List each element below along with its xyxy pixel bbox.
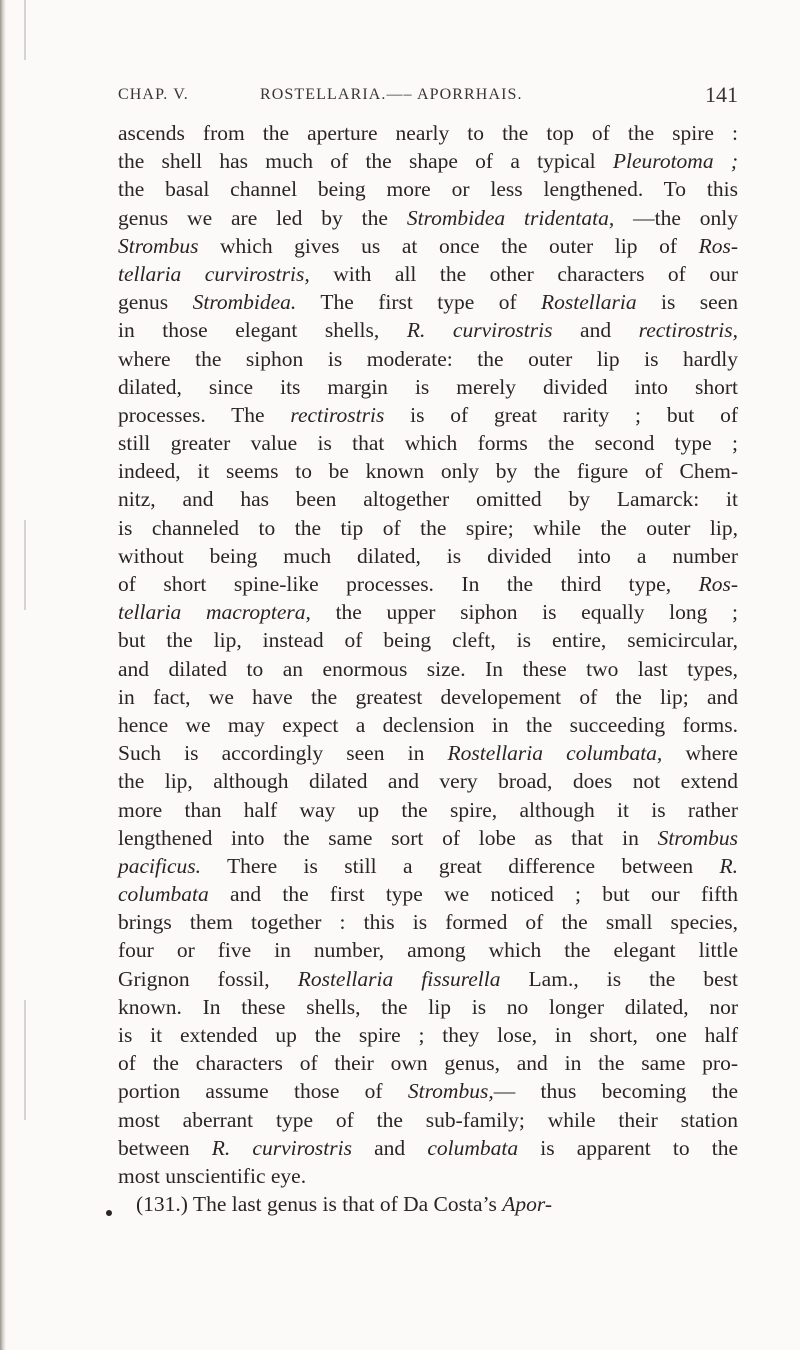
text-run: processes. The	[118, 402, 291, 427]
text-run: There is still a great difference between	[201, 853, 720, 878]
text-run: the shell has much of the shape of a typical	[118, 149, 613, 174]
text-run: The first type of	[296, 290, 542, 315]
text-line	[118, 288, 738, 316]
text-line	[118, 1077, 738, 1105]
text-run: Such is accordingly seen in	[118, 741, 448, 766]
text-run: brings them together : this is formed of the small species,	[118, 910, 738, 935]
italic-run: Rostellaria columbata,	[447, 741, 663, 766]
italic-run: Rostellaria	[541, 290, 637, 315]
italic-run: R.	[719, 853, 738, 878]
text-run: four or five in number, among which the elegant little	[118, 938, 738, 963]
text-run: and dilated to an enormous size. In these two last types,	[118, 656, 738, 681]
italic-run: Strombidea.	[192, 290, 297, 315]
italic-run: columbata	[118, 882, 209, 907]
text-run: which gives us at once the outer lip of	[198, 233, 699, 258]
text-run: Lam., is the best	[500, 966, 739, 991]
text-run: and	[351, 1135, 428, 1160]
text-run: more than half way up the spire, although it is rather	[118, 797, 738, 822]
page-binding-edge	[0, 0, 6, 1350]
text-line	[118, 880, 738, 908]
body-text	[118, 119, 738, 1218]
italic-run: Strombus	[118, 233, 199, 258]
text-line	[118, 373, 738, 401]
chapter-label: CHAP. V.	[118, 86, 189, 103]
text-run: is it extended up the spire ; they lose, in short, one half	[118, 1023, 738, 1047]
italic-run: pacificus.	[118, 853, 201, 878]
text-line	[118, 401, 738, 429]
text-run: —the only	[614, 205, 738, 230]
text-line	[118, 711, 738, 739]
italic-run: Strombus,	[407, 1079, 494, 1104]
text-line	[118, 345, 738, 373]
text-line	[118, 655, 738, 683]
text-run: lengthened into the same sort of lobe as that in	[118, 825, 658, 850]
margin-dot-mark	[106, 1210, 112, 1216]
text-line	[118, 485, 738, 513]
italic-run: R. curvirostris	[211, 1135, 352, 1160]
text-line	[118, 1106, 738, 1134]
text-line	[118, 965, 738, 993]
text-run: most aberrant type of the sub-family; while their station	[118, 1107, 738, 1132]
text-line	[118, 204, 738, 232]
text-line	[118, 570, 738, 598]
text-run: nitz, and has been altogether omitted by Lamarck: it	[118, 487, 738, 512]
text-run: with all the other characters of our	[309, 261, 738, 286]
text-line	[118, 767, 738, 795]
text-run: known. In these shells, the lip is no longer dilated, nor	[118, 994, 738, 1019]
text-line	[118, 119, 738, 147]
text-run: most unscientific eye.	[118, 1163, 307, 1188]
italic-run: Apor-	[502, 1192, 552, 1217]
italic-run: Ros-	[698, 572, 738, 596]
text-run: genus we are led by the	[118, 205, 407, 230]
text-line	[118, 852, 738, 880]
text-run: and the first type we noticed ; but our fifth	[208, 882, 738, 907]
text-run: in fact, we have the greatest developement of the lip; and	[118, 684, 738, 709]
text-run: but the lip, instead of being cleft, is entire, semicircular,	[118, 628, 738, 653]
italic-run: rectirostris,	[638, 318, 738, 343]
binding-mark	[24, 520, 26, 610]
text-run: still greater value is that which forms the second type ;	[118, 431, 738, 456]
text-run: is channeled to the tip of the spire; while the outer lip,	[118, 515, 738, 540]
text-line	[118, 993, 738, 1021]
text-run: Grignon fossil,	[118, 966, 298, 991]
italic-run: R. curvirostris	[406, 318, 553, 343]
text-run: hence we may expect a declension in the succeeding forms.	[118, 712, 738, 737]
italic-run: tellaria curvirostris,	[118, 261, 310, 286]
italic-run: tellaria macroptera,	[118, 600, 311, 625]
text-run: dilated, since its margin is merely divided into short	[118, 374, 738, 399]
text-line	[118, 824, 738, 852]
text-run: ascends from the aperture nearly to the top of the spire :	[118, 121, 738, 145]
text-run: between	[118, 1135, 212, 1160]
text-run: where the siphon is moderate: the outer lip is hardly	[118, 346, 738, 371]
italic-run: Strombus	[657, 825, 738, 850]
text-run: indeed, it seems to be known only by the figure of Chem-	[118, 459, 738, 484]
binding-mark	[24, 1000, 26, 1120]
text-run: the upper siphon is equally long ;	[310, 600, 738, 625]
text-line	[118, 1049, 738, 1077]
text-line	[118, 739, 738, 767]
text-line	[118, 514, 738, 542]
text-line	[118, 316, 738, 344]
running-header	[118, 82, 738, 112]
text-line	[118, 232, 738, 260]
text-line	[118, 175, 738, 203]
text-line	[118, 936, 738, 964]
text-line	[118, 626, 738, 654]
text-line	[118, 683, 738, 711]
text-run: — thus becoming the	[493, 1079, 738, 1104]
text-line	[118, 429, 738, 457]
text-line	[118, 796, 738, 824]
text-line	[118, 457, 738, 485]
text-run: where	[662, 741, 738, 766]
text-run: genus	[118, 290, 193, 315]
text-run: without being much dilated, is divided into a number	[118, 543, 738, 568]
text-run: (131.) The last genus is that of Da Costa’s	[136, 1192, 503, 1217]
text-line	[118, 260, 738, 288]
text-line	[118, 908, 738, 936]
text-run: portion assume those of	[118, 1079, 408, 1104]
text-line	[118, 598, 738, 626]
text-run: of short spine-like processes. In the third type,	[118, 572, 699, 596]
italic-run: columbata	[427, 1135, 519, 1160]
italic-run: Pleurotoma ;	[612, 149, 738, 174]
text-line	[118, 1190, 738, 1218]
text-run: in those elegant shells,	[118, 318, 407, 343]
text-line	[118, 1162, 738, 1190]
italic-run: rectirostris	[290, 402, 385, 427]
italic-run: Strombidea tridentata,	[406, 205, 615, 230]
text-run: and	[552, 318, 639, 343]
text-run: the lip, although dilated and very broad, does not extend	[118, 769, 738, 794]
text-line	[118, 147, 738, 175]
text-run: of the characters of their own genus, and in the same pro-	[118, 1051, 738, 1076]
italic-run: Rostellaria fissurella	[297, 966, 501, 991]
text-run: is of great rarity ; but of	[384, 402, 738, 427]
text-run: is apparent to the	[518, 1135, 738, 1160]
text-line	[118, 1134, 738, 1162]
running-title: ROSTELLARIA.—– APORRHAIS.	[260, 86, 523, 103]
page-number: 141	[705, 82, 738, 107]
binding-mark	[24, 0, 26, 60]
text-run: the basal channel being more or less lengthened. To this	[118, 177, 738, 202]
text-run: is seen	[636, 290, 738, 315]
text-line	[118, 542, 738, 570]
text-line	[118, 1021, 738, 1049]
italic-run: Ros-	[698, 233, 738, 258]
